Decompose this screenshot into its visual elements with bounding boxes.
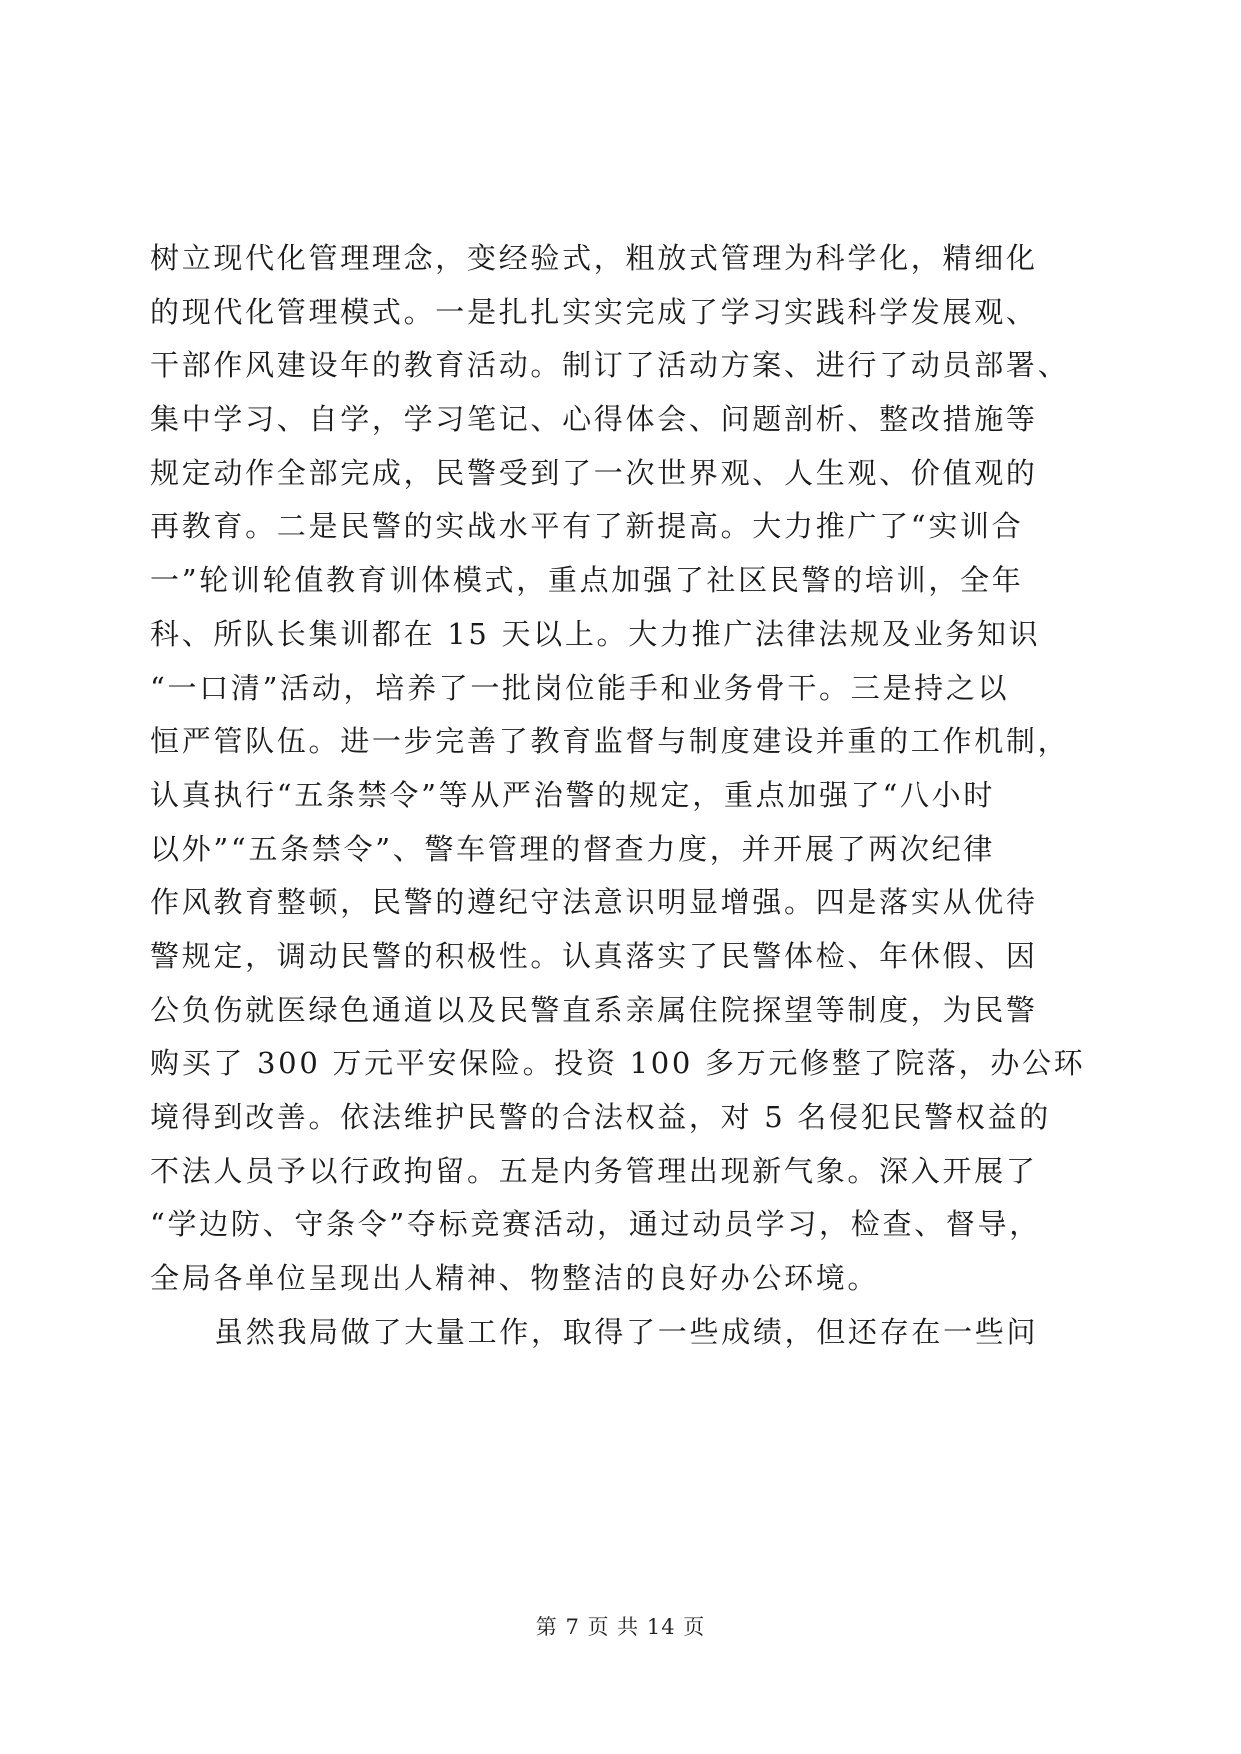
text-line: 认真执行“五条禁令”等从严治警的规定，重点加强了“八小时 (150, 777, 996, 812)
body-text (150, 232, 1100, 1359)
text-line: 购买了 300 万元平安保险。投资 100 多万元修整了院落，办公环 (150, 1046, 1086, 1081)
text-line: 的现代化管理模式。一是扎扎实实完成了学习实践科学发展观、 (150, 294, 1038, 329)
text-line: “一口清”活动，培养了一批岗位能手和业务骨干。三是持之以 (150, 670, 1010, 705)
text-line: “学边防、守条令”夺标竞赛活动，通过动员学习，检查、督导， (150, 1207, 1041, 1242)
text-line: 科、所队长集训都在 15 天以上。大力推广法律法规及业务知识 (150, 616, 1041, 651)
text-line: 一”轮训轮值教育训体模式，重点加强了社区民警的培训，全年 (150, 563, 1024, 598)
text-line: 再教育。二是民警的实战水平有了新提高。大力推广了“实训合 (150, 509, 1024, 544)
text-line: 作风教育整顿，民警的遵纪守法意识明显增强。四是落实从优待 (150, 885, 1038, 920)
page-number-footer: 第 7 页 共 14 页 (535, 1615, 706, 1639)
text-line: 树立现代化管理理念，变经验式，粗放式管理为科学化，精细化 (150, 241, 1038, 275)
paragraph-start-line: 虽然我局做了大量工作，取得了一些成绩，但还存在一些问 (214, 1314, 1039, 1349)
text-line: 警规定，调动民警的积极性。认真落实了民警体检、年休假、因 (150, 938, 1038, 973)
text-line: 以外”“五条禁令”、警车管理的督查力度，并开展了两次纪律 (150, 831, 996, 866)
text-line: 恒严管队伍。进一步完善了教育监督与制度建设并重的工作机制， (150, 724, 1070, 759)
text-line: 干部作风建设年的教育活动。制订了活动方案、进行了动员部署、 (150, 348, 1070, 383)
text-line: 全局各单位呈现出人精神、物整洁的良好办公环境。 (150, 1261, 880, 1296)
text-line: 规定动作全部完成，民警受到了一次世界观、人生观、价值观的 (150, 455, 1038, 490)
text-line: 境得到改善。依法维护民警的合法权益，对 5 名侵犯民警权益的 (150, 1100, 1051, 1134)
text-line: 公负伤就医绿色通道以及民警直系亲属住院探望等制度，为民警 (150, 992, 1038, 1027)
text-line: 不法人员予以行政拘留。五是内务管理出现新气象。深入开展了 (150, 1153, 1038, 1188)
text-line: 集中学习、自学，学习笔记、心得体会、问题剖析、整改措施等 (150, 402, 1038, 437)
